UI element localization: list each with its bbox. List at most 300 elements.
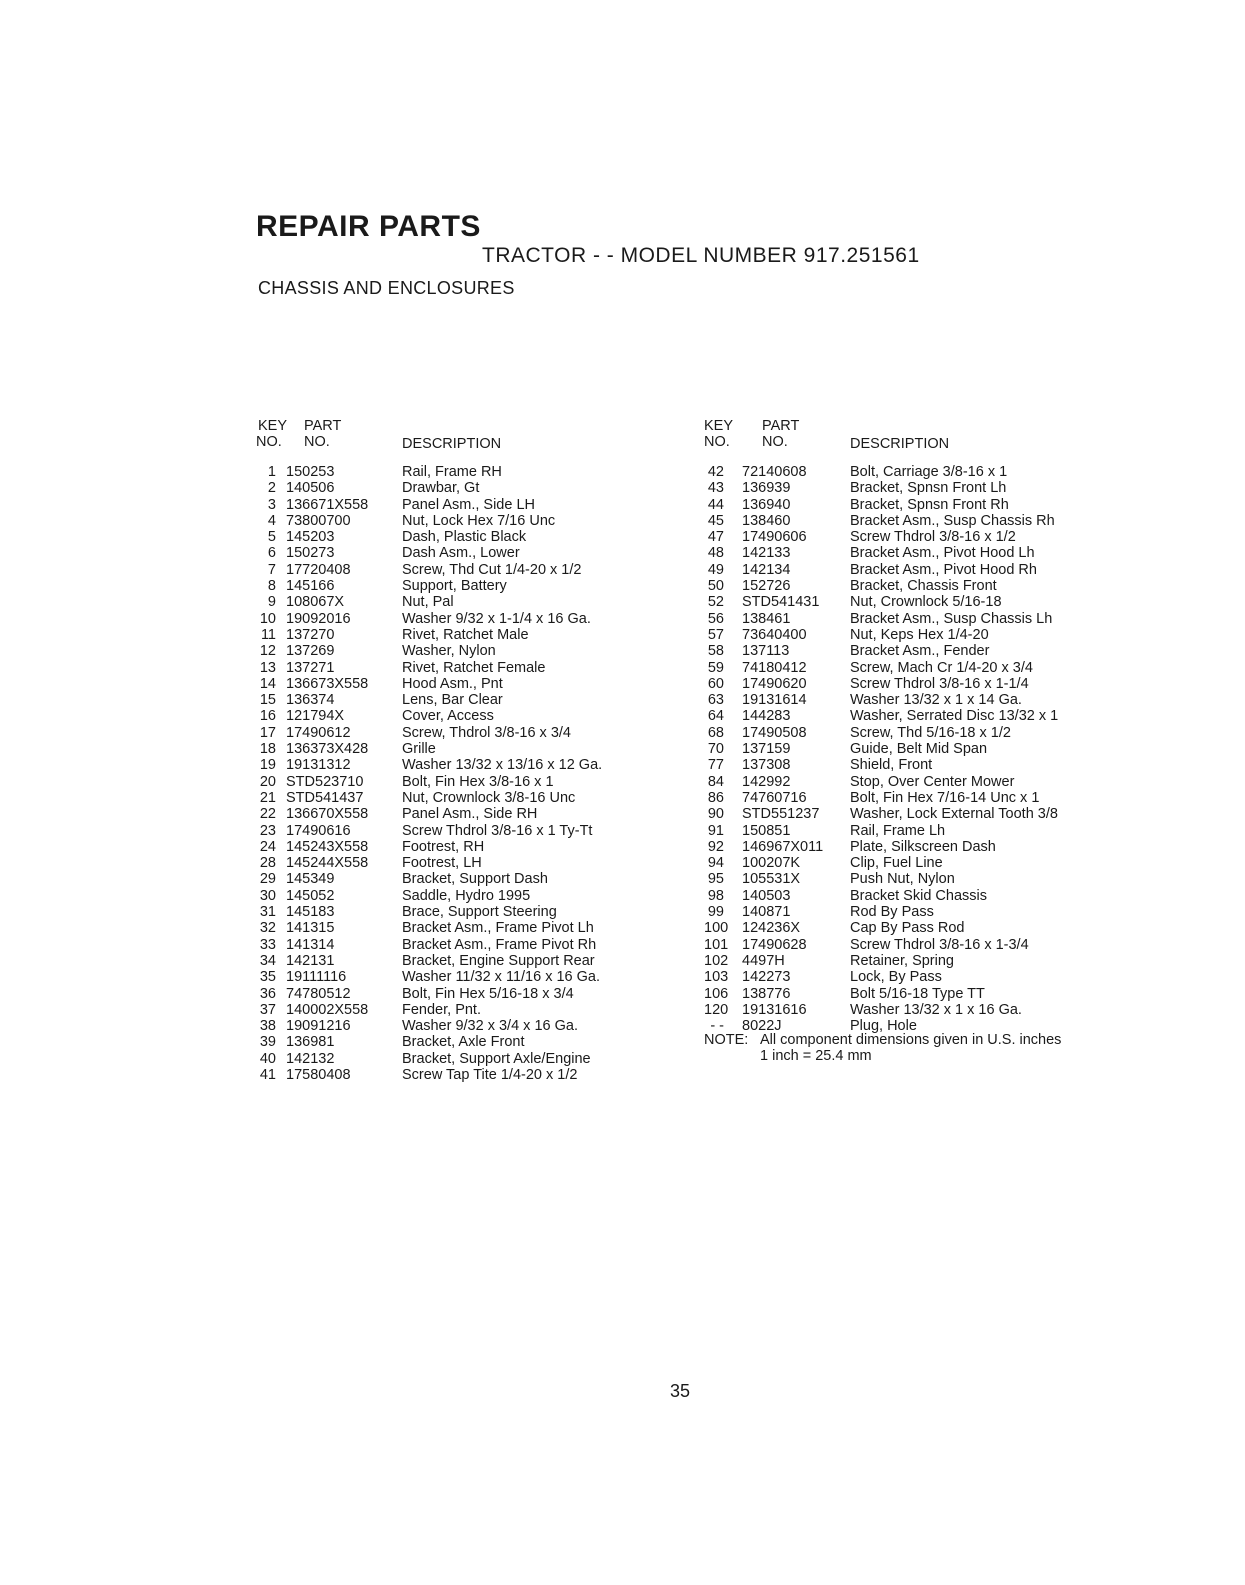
part-number: 19092016 bbox=[286, 610, 351, 627]
parts-row bbox=[704, 497, 1114, 513]
part-number: 19131614 bbox=[742, 692, 807, 709]
description-header: DESCRIPTION bbox=[850, 436, 950, 452]
part-number: 142992 bbox=[742, 773, 791, 790]
key-number: 36 bbox=[259, 985, 276, 1002]
part-number: 74780512 bbox=[286, 985, 351, 1002]
parts-row bbox=[256, 806, 656, 822]
part-number: 19131312 bbox=[286, 757, 351, 774]
part-number: 100207K bbox=[742, 855, 801, 872]
key-number: 103 bbox=[704, 969, 729, 986]
parts-list-header bbox=[704, 418, 1114, 458]
part-number: 17580408 bbox=[286, 1066, 351, 1083]
part-number: 145349 bbox=[286, 871, 335, 888]
part-description: Bracket, Support Axle/Engine bbox=[402, 1050, 591, 1067]
part-number: 73640400 bbox=[742, 626, 807, 643]
key-number: 17 bbox=[259, 724, 276, 741]
part-number: 150273 bbox=[286, 545, 335, 562]
parts-row bbox=[704, 643, 1114, 659]
part-number: 136671X558 bbox=[286, 496, 369, 513]
part-number: 136981 bbox=[286, 1034, 335, 1051]
parts-row bbox=[704, 953, 1114, 969]
part-description: Bracket Asm., Susp Chassis Rh bbox=[850, 512, 1055, 529]
parts-row bbox=[256, 497, 656, 513]
parts-list-right bbox=[704, 418, 1114, 1034]
parts-row bbox=[704, 708, 1114, 724]
key-number: 38 bbox=[259, 1018, 276, 1035]
parts-row bbox=[704, 839, 1114, 855]
section-title: CHASSIS AND ENCLOSURES bbox=[258, 278, 515, 298]
part-number: 19111116 bbox=[286, 969, 347, 986]
parts-row bbox=[704, 888, 1114, 904]
part-description: Bracket, Chassis Front bbox=[850, 578, 997, 595]
part-description: Stop, Over Center Mower bbox=[850, 773, 1015, 790]
key-header-line1: KEY bbox=[704, 418, 734, 434]
parts-row bbox=[256, 904, 656, 920]
parts-row bbox=[256, 464, 656, 480]
parts-row bbox=[256, 888, 656, 904]
key-number: 100 bbox=[704, 920, 729, 937]
parts-row bbox=[256, 969, 656, 985]
part-description: Bracket, Support Dash bbox=[402, 871, 548, 888]
key-header-line1: KEY bbox=[258, 418, 288, 434]
part-number: 140871 bbox=[742, 904, 791, 921]
part-description: Screw, Thd 5/16-18 x 1/2 bbox=[850, 724, 1011, 741]
key-number: 86 bbox=[707, 789, 724, 806]
parts-row bbox=[256, 529, 656, 545]
part-number: 136939 bbox=[742, 480, 791, 497]
parts-row bbox=[704, 823, 1114, 839]
parts-row bbox=[256, 741, 656, 757]
parts-row bbox=[704, 611, 1114, 627]
key-number: 1 bbox=[267, 464, 276, 480]
part-description: Dash Asm., Lower bbox=[402, 545, 520, 562]
parts-row bbox=[704, 676, 1114, 692]
parts-row bbox=[704, 757, 1114, 773]
part-description: Screw, Mach Cr 1/4-20 x 3/4 bbox=[850, 659, 1033, 676]
note-text-line1: All component dimensions given in U.S. inches bbox=[760, 1032, 1062, 1048]
key-number: 42 bbox=[707, 464, 724, 480]
part-description: Washer 11/32 x 11/16 x 16 Ga. bbox=[402, 969, 601, 986]
part-number: 124236X bbox=[742, 920, 801, 937]
part-description: Bolt, Fin Hex 3/8-16 x 1 bbox=[402, 773, 554, 790]
part-description: Bolt 5/16-18 Type TT bbox=[850, 985, 985, 1002]
parts-rows-left bbox=[256, 464, 656, 1083]
part-number: 137269 bbox=[286, 643, 335, 660]
part-description: Brace, Support Steering bbox=[402, 904, 557, 921]
part-number: 105531X bbox=[742, 871, 801, 888]
part-description: Support, Battery bbox=[402, 578, 507, 595]
key-number: 52 bbox=[707, 594, 724, 611]
key-number: 60 bbox=[707, 675, 724, 692]
parts-row bbox=[704, 578, 1114, 594]
parts-row bbox=[704, 986, 1114, 1002]
key-number: 92 bbox=[707, 838, 724, 855]
part-description: Nut, Lock Hex 7/16 Unc bbox=[402, 512, 556, 529]
key-number: 2 bbox=[267, 480, 276, 497]
key-number: 20 bbox=[259, 773, 276, 790]
key-number: 57 bbox=[707, 626, 724, 643]
key-number: 48 bbox=[707, 545, 724, 562]
part-number: 137270 bbox=[286, 626, 335, 643]
key-number: 58 bbox=[707, 643, 724, 660]
part-number: 140002X558 bbox=[286, 1001, 369, 1018]
page-title: REPAIR PARTS bbox=[256, 210, 481, 243]
part-description: Washer 13/32 x 1 x 14 Ga. bbox=[850, 692, 1022, 709]
part-number: 150851 bbox=[742, 822, 791, 839]
parts-row bbox=[704, 741, 1114, 757]
part-description: Nut, Pal bbox=[402, 594, 454, 611]
part-description: Rod By Pass bbox=[850, 904, 934, 921]
key-number: 101 bbox=[704, 936, 729, 953]
part-header-line1: PART bbox=[304, 418, 342, 434]
part-number: 146967X011 bbox=[742, 838, 824, 855]
part-number: 137271 bbox=[286, 659, 335, 676]
key-number: 95 bbox=[707, 871, 724, 888]
part-description: Rivet, Ratchet Female bbox=[402, 659, 546, 676]
part-description: Washer, Lock External Tooth 3/8 bbox=[850, 806, 1058, 823]
part-number: 142134 bbox=[742, 561, 791, 578]
key-number: 68 bbox=[707, 724, 724, 741]
part-number: 17490620 bbox=[742, 675, 807, 692]
key-header-line2: NO. bbox=[256, 434, 282, 450]
part-description: Screw Thdrol 3/8-16 x 1-3/4 bbox=[850, 936, 1029, 953]
part-number: 138461 bbox=[742, 610, 791, 627]
part-number: 142131 bbox=[286, 952, 335, 969]
part-number: 121794X bbox=[286, 708, 345, 725]
part-description: Cap By Pass Rod bbox=[850, 920, 965, 937]
key-number: 37 bbox=[259, 1001, 276, 1018]
part-number: 138460 bbox=[742, 512, 791, 529]
parts-row bbox=[704, 464, 1114, 480]
key-number: 9 bbox=[267, 594, 276, 611]
key-number: 44 bbox=[707, 496, 724, 513]
part-number: 108067X bbox=[286, 594, 345, 611]
part-description: Hood Asm., Pnt bbox=[402, 675, 503, 692]
model-subtitle: TRACTOR - - MODEL NUMBER 917.251561 bbox=[482, 244, 920, 267]
part-description: Retainer, Spring bbox=[850, 952, 954, 969]
parts-row bbox=[704, 904, 1114, 920]
parts-row bbox=[256, 757, 656, 773]
part-description: Footrest, LH bbox=[402, 855, 482, 872]
key-number: 18 bbox=[259, 741, 276, 758]
page-number: 35 bbox=[670, 1381, 691, 1401]
parts-row bbox=[704, 871, 1114, 887]
key-number: 40 bbox=[259, 1050, 276, 1067]
parts-row bbox=[256, 1067, 656, 1083]
key-number: 70 bbox=[707, 741, 724, 758]
parts-list-header bbox=[256, 418, 656, 458]
part-description: Washer 9/32 x 1-1/4 x 16 Ga. bbox=[402, 610, 591, 627]
key-number: 35 bbox=[259, 969, 276, 986]
parts-row bbox=[256, 513, 656, 529]
key-number: 21 bbox=[259, 789, 276, 806]
parts-row bbox=[704, 855, 1114, 871]
key-number: 43 bbox=[707, 480, 724, 497]
parts-row bbox=[256, 480, 656, 496]
key-number: 16 bbox=[259, 708, 276, 725]
part-description: Screw Thdrol 3/8-16 x 1 Ty-Tt bbox=[402, 822, 593, 839]
key-number: 12 bbox=[259, 643, 276, 660]
part-header-line2: NO. bbox=[762, 434, 788, 450]
part-description: Bracket Asm., Frame Pivot Lh bbox=[402, 920, 594, 937]
part-description: Bracket Asm., Fender bbox=[850, 643, 990, 660]
part-number: 74760716 bbox=[742, 789, 807, 806]
parts-row bbox=[256, 611, 656, 627]
key-number: 33 bbox=[259, 936, 276, 953]
part-number: 136940 bbox=[742, 496, 791, 513]
part-number: 8022J bbox=[742, 1018, 782, 1035]
note-text-line2: 1 inch = 25.4 mm bbox=[760, 1048, 872, 1064]
key-number: 90 bbox=[707, 806, 724, 823]
parts-row bbox=[256, 562, 656, 578]
parts-row bbox=[704, 594, 1114, 610]
part-description: Saddle, Hydro 1995 bbox=[402, 887, 531, 904]
part-description: Bracket, Spnsn Front Rh bbox=[850, 496, 1009, 513]
part-description: Lock, By Pass bbox=[850, 969, 942, 986]
key-number: 106 bbox=[704, 985, 729, 1002]
key-number: 98 bbox=[707, 887, 724, 904]
part-description: Dash, Plastic Black bbox=[402, 529, 527, 546]
key-number: 34 bbox=[259, 952, 276, 969]
part-number: 17720408 bbox=[286, 561, 351, 578]
key-number: 56 bbox=[707, 610, 724, 627]
part-number: STD523710 bbox=[286, 773, 364, 790]
part-number: 140503 bbox=[742, 887, 791, 904]
parts-row bbox=[704, 1002, 1114, 1018]
parts-rows-right bbox=[704, 464, 1114, 1034]
parts-row bbox=[704, 725, 1114, 741]
parts-row bbox=[256, 855, 656, 871]
part-header-line2: NO. bbox=[304, 434, 330, 450]
part-number: 136374 bbox=[286, 692, 335, 709]
key-number: 5 bbox=[267, 529, 276, 546]
part-description: Footrest, RH bbox=[402, 838, 485, 855]
parts-row bbox=[704, 529, 1114, 545]
key-number: 28 bbox=[259, 855, 276, 872]
parts-row bbox=[704, 562, 1114, 578]
description-header: DESCRIPTION bbox=[402, 436, 502, 452]
parts-row bbox=[704, 969, 1114, 985]
parts-row bbox=[256, 627, 656, 643]
part-description: Push Nut, Nylon bbox=[850, 871, 955, 888]
part-description: Screw Thdrol 3/8-16 x 1-1/4 bbox=[850, 675, 1029, 692]
parts-row bbox=[704, 937, 1114, 953]
part-description: Screw Tap Tite 1/4-20 x 1/2 bbox=[402, 1066, 578, 1083]
key-number: 3 bbox=[267, 496, 276, 513]
parts-row bbox=[256, 643, 656, 659]
parts-row bbox=[256, 708, 656, 724]
key-number: 7 bbox=[267, 561, 276, 578]
part-description: Washer 13/32 x 13/16 x 12 Ga. bbox=[402, 757, 603, 774]
part-description: Guide, Belt Mid Span bbox=[850, 741, 988, 758]
parts-row bbox=[256, 937, 656, 953]
part-number: 72140608 bbox=[742, 464, 807, 480]
part-description: Nut, Crownlock 3/8-16 Unc bbox=[402, 789, 576, 806]
parts-row bbox=[704, 692, 1114, 708]
parts-row bbox=[256, 725, 656, 741]
part-number: STD541431 bbox=[742, 594, 820, 611]
key-number: 77 bbox=[707, 757, 724, 774]
part-description: Nut, Crownlock 5/16-18 bbox=[850, 594, 1002, 611]
part-number: 17490616 bbox=[286, 822, 351, 839]
part-description: Grille bbox=[402, 741, 436, 758]
parts-row bbox=[256, 578, 656, 594]
part-description: Screw Thdrol 3/8-16 x 1/2 bbox=[850, 529, 1016, 546]
part-number: STD541437 bbox=[286, 789, 364, 806]
part-number: 137113 bbox=[742, 643, 790, 660]
key-number: 41 bbox=[259, 1066, 276, 1083]
part-description: Bracket Asm., Pivot Hood Rh bbox=[850, 561, 1037, 578]
part-description: Washer, Serrated Disc 13/32 x 1 bbox=[850, 708, 1059, 725]
key-number: 8 bbox=[267, 578, 276, 595]
part-number: 145203 bbox=[286, 529, 335, 546]
part-description: Fender, Pnt. bbox=[402, 1001, 481, 1018]
parts-row bbox=[704, 790, 1114, 806]
key-number: 32 bbox=[259, 920, 276, 937]
parts-row bbox=[704, 480, 1114, 496]
parts-row bbox=[256, 545, 656, 561]
part-number: 136373X428 bbox=[286, 741, 369, 758]
part-description: Bracket Asm., Frame Pivot Rh bbox=[402, 936, 597, 953]
key-number: 19 bbox=[259, 757, 276, 774]
part-number: 141315 bbox=[286, 920, 335, 937]
key-number: 47 bbox=[707, 529, 724, 546]
parts-row bbox=[704, 806, 1114, 822]
part-number: 136670X558 bbox=[286, 806, 369, 823]
key-header-line2: NO. bbox=[704, 434, 730, 450]
part-number: 145244X558 bbox=[286, 855, 369, 872]
part-description: Lens, Bar Clear bbox=[402, 692, 503, 709]
part-number: 17490628 bbox=[742, 936, 807, 953]
part-description: Clip, Fuel Line bbox=[850, 855, 943, 872]
part-number: 4497H bbox=[742, 952, 785, 969]
part-description: Drawbar, Gt bbox=[402, 480, 480, 497]
key-number: 22 bbox=[259, 806, 276, 823]
key-number: 84 bbox=[707, 773, 724, 790]
part-description: Bracket Asm., Pivot Hood Lh bbox=[850, 545, 1035, 562]
parts-row bbox=[256, 774, 656, 790]
parts-row bbox=[256, 1034, 656, 1050]
key-number: 99 bbox=[707, 904, 724, 921]
parts-row bbox=[256, 692, 656, 708]
parts-row bbox=[256, 839, 656, 855]
parts-row bbox=[256, 953, 656, 969]
part-number: 145183 bbox=[286, 904, 335, 921]
part-description: Rivet, Ratchet Male bbox=[402, 626, 529, 643]
key-number: 30 bbox=[259, 887, 276, 904]
parts-row bbox=[256, 790, 656, 806]
parts-row bbox=[704, 545, 1114, 561]
part-number: 73800700 bbox=[286, 512, 351, 529]
parts-row bbox=[256, 1051, 656, 1067]
part-number: 140506 bbox=[286, 480, 335, 497]
part-description: Screw, Thd Cut 1/4-20 x 1/2 bbox=[402, 561, 582, 578]
part-number: 145052 bbox=[286, 887, 335, 904]
part-description: Washer 13/32 x 1 x 16 Ga. bbox=[850, 1001, 1022, 1018]
key-number: 102 bbox=[704, 952, 729, 969]
part-number: 17490606 bbox=[742, 529, 807, 546]
part-number: 17490508 bbox=[742, 724, 807, 741]
part-description: Washer, Nylon bbox=[402, 643, 496, 660]
key-number: 10 bbox=[259, 610, 276, 627]
part-description: Screw, Thdrol 3/8-16 x 3/4 bbox=[402, 724, 571, 741]
parts-row bbox=[704, 920, 1114, 936]
part-description: Rail, Frame RH bbox=[402, 464, 502, 480]
parts-row bbox=[256, 871, 656, 887]
part-number: 136673X558 bbox=[286, 675, 369, 692]
part-number: 141314 bbox=[286, 936, 335, 953]
key-number: 45 bbox=[707, 512, 724, 529]
key-number: 23 bbox=[259, 822, 276, 839]
parts-row bbox=[704, 774, 1114, 790]
part-number: 145243X558 bbox=[286, 838, 369, 855]
part-description: Cover, Access bbox=[402, 708, 494, 725]
key-number: 31 bbox=[259, 904, 276, 921]
part-description: Bracket Skid Chassis bbox=[850, 887, 987, 904]
parts-row bbox=[256, 986, 656, 1002]
key-number: 6 bbox=[267, 545, 276, 562]
part-description: Plate, Silkscreen Dash bbox=[850, 838, 996, 855]
key-number: 120 bbox=[704, 1001, 729, 1018]
parts-row bbox=[256, 1002, 656, 1018]
part-number: 150253 bbox=[286, 464, 335, 480]
part-number: 144283 bbox=[742, 708, 791, 725]
part-description: Bracket, Axle Front bbox=[402, 1034, 525, 1051]
parts-row bbox=[256, 660, 656, 676]
part-description: Shield, Front bbox=[850, 757, 933, 774]
key-number: 64 bbox=[707, 708, 724, 725]
part-description: Bracket Asm., Susp Chassis Lh bbox=[850, 610, 1053, 627]
key-number: 91 bbox=[707, 822, 724, 839]
part-number: 145166 bbox=[286, 578, 335, 595]
part-number: 137308 bbox=[742, 757, 791, 774]
part-description: Bracket, Spnsn Front Lh bbox=[850, 480, 1007, 497]
part-description: Panel Asm., Side RH bbox=[402, 806, 538, 823]
key-number: 13 bbox=[259, 659, 276, 676]
key-number: 15 bbox=[259, 692, 276, 709]
part-description: Bolt, Fin Hex 7/16-14 Unc x 1 bbox=[850, 789, 1040, 806]
part-number: 19131616 bbox=[742, 1001, 807, 1018]
key-number: 39 bbox=[259, 1034, 276, 1051]
part-number: 17490612 bbox=[286, 724, 351, 741]
note-label: NOTE: bbox=[704, 1032, 749, 1048]
key-number: 29 bbox=[259, 871, 276, 888]
parts-row bbox=[256, 676, 656, 692]
part-number: 74180412 bbox=[742, 659, 807, 676]
key-number: 11 bbox=[260, 626, 276, 643]
part-description: Washer 9/32 x 3/4 x 16 Ga. bbox=[402, 1018, 578, 1035]
key-number: 14 bbox=[259, 675, 276, 692]
key-number: - - bbox=[710, 1018, 724, 1035]
part-description: Panel Asm., Side LH bbox=[402, 496, 535, 513]
key-number: 59 bbox=[707, 659, 724, 676]
part-description: Bolt, Fin Hex 5/16-18 x 3/4 bbox=[402, 985, 574, 1002]
part-number: 137159 bbox=[742, 741, 791, 758]
parts-row bbox=[256, 920, 656, 936]
part-number: 142273 bbox=[742, 969, 791, 986]
part-number: 142132 bbox=[286, 1050, 335, 1067]
part-description: Nut, Keps Hex 1/4-20 bbox=[850, 626, 989, 643]
key-number: 94 bbox=[707, 855, 724, 872]
part-number: 142133 bbox=[742, 545, 791, 562]
key-number: 24 bbox=[259, 838, 276, 855]
key-number: 4 bbox=[267, 512, 276, 529]
part-header-line1: PART bbox=[762, 418, 800, 434]
parts-row bbox=[256, 594, 656, 610]
part-number: 138776 bbox=[742, 985, 791, 1002]
part-number: 152726 bbox=[742, 578, 791, 595]
part-number: STD551237 bbox=[742, 806, 820, 823]
